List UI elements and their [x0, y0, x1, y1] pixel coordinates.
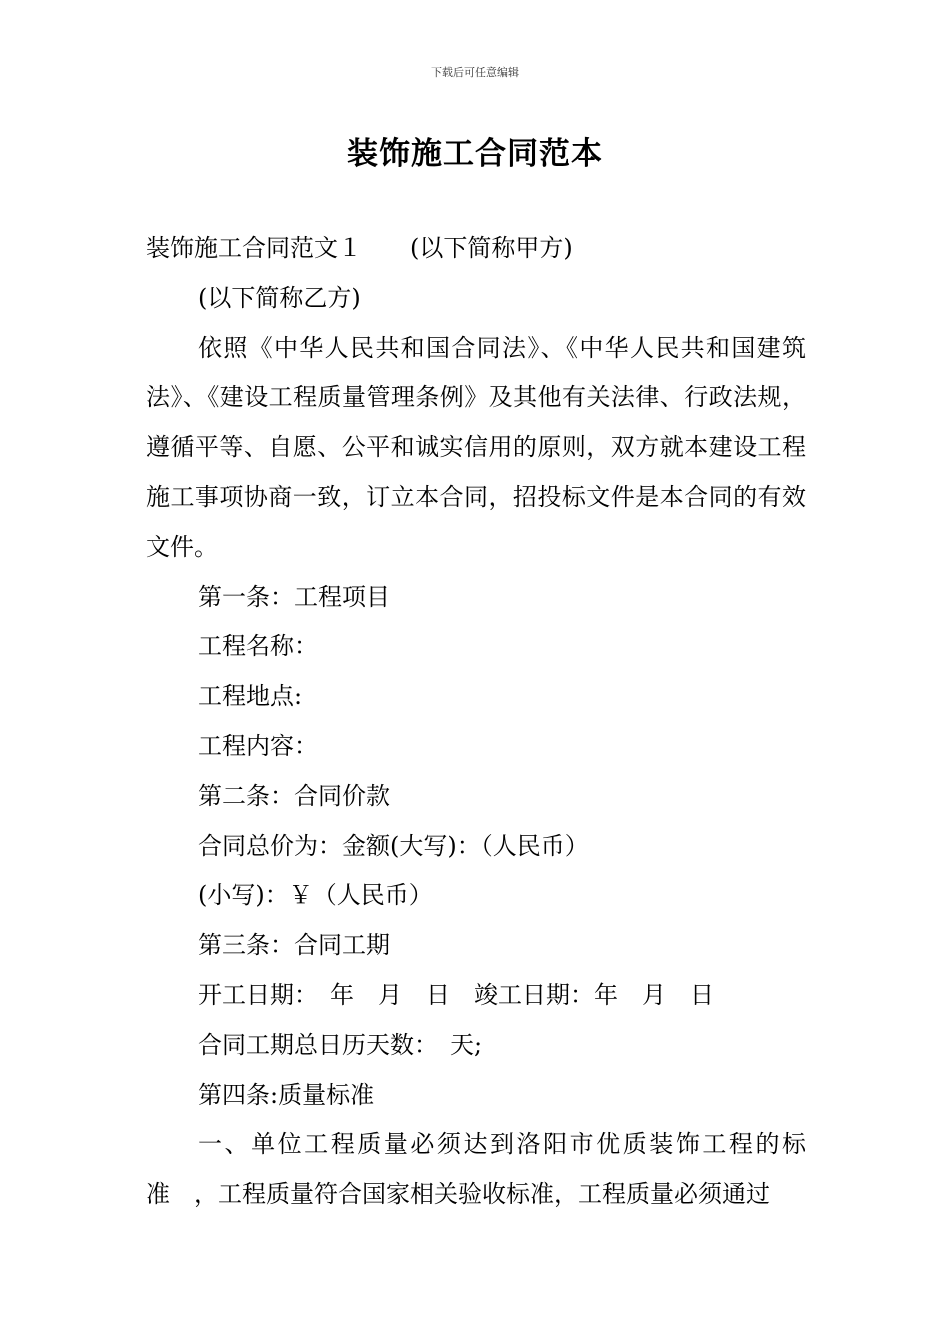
quality-standard-paragraph: 一、单位工程质量必须达到洛阳市优质装饰工程的标准 ，工程质量符合国家相关验收标准，工程质量必须通过 — [146, 1130, 806, 1209]
project-name-line: 工程名称： — [198, 632, 318, 661]
total-days-line: 合同工期总日历天数： 天; — [198, 1030, 483, 1059]
party-b-note: (以下简称乙方) — [198, 283, 361, 312]
paragraph-legal-basis: 依照《中华人民共和国合同法》、《中华人民共和国建筑法》、《建设工程质量管理条例》及其他有关法律、行政法规，遵循平等、自愿、公平和诚实信用的原则，双方就本建设工程施工事项协商一致，订立本合同，招投标文件是本合同的有效文件。 — [146, 333, 806, 561]
project-location-line: 工程地点: — [198, 682, 303, 711]
header-note: 下载后可任意编辑 — [431, 66, 519, 79]
document-title: 装饰施工合同范本 — [347, 136, 603, 172]
paragraph-intro — [146, 224, 806, 274]
article-3-heading: 第三条：合同工期 — [198, 931, 390, 960]
party-a-note: (以下简称甲方) — [410, 234, 573, 262]
article-4-heading: 第四条:质量标准 — [198, 1080, 375, 1109]
project-content-line: 工程内容： — [198, 731, 318, 760]
contract-subtitle: 装饰施工合同范文１ — [146, 234, 362, 262]
contract-price-figures-line: (小写)：￥（人民币） — [198, 881, 433, 910]
contract-price-line: 合同总价为：金额(大写)：（人民币） — [198, 831, 589, 860]
dates-line: 开工日期： 年 月 日 竣工日期：年 月 日 — [198, 980, 714, 1009]
article-2-heading: 第二条：合同价款 — [198, 781, 390, 810]
article-1-heading: 第一条：工程项目 — [198, 582, 390, 611]
document-body — [146, 224, 806, 1220]
